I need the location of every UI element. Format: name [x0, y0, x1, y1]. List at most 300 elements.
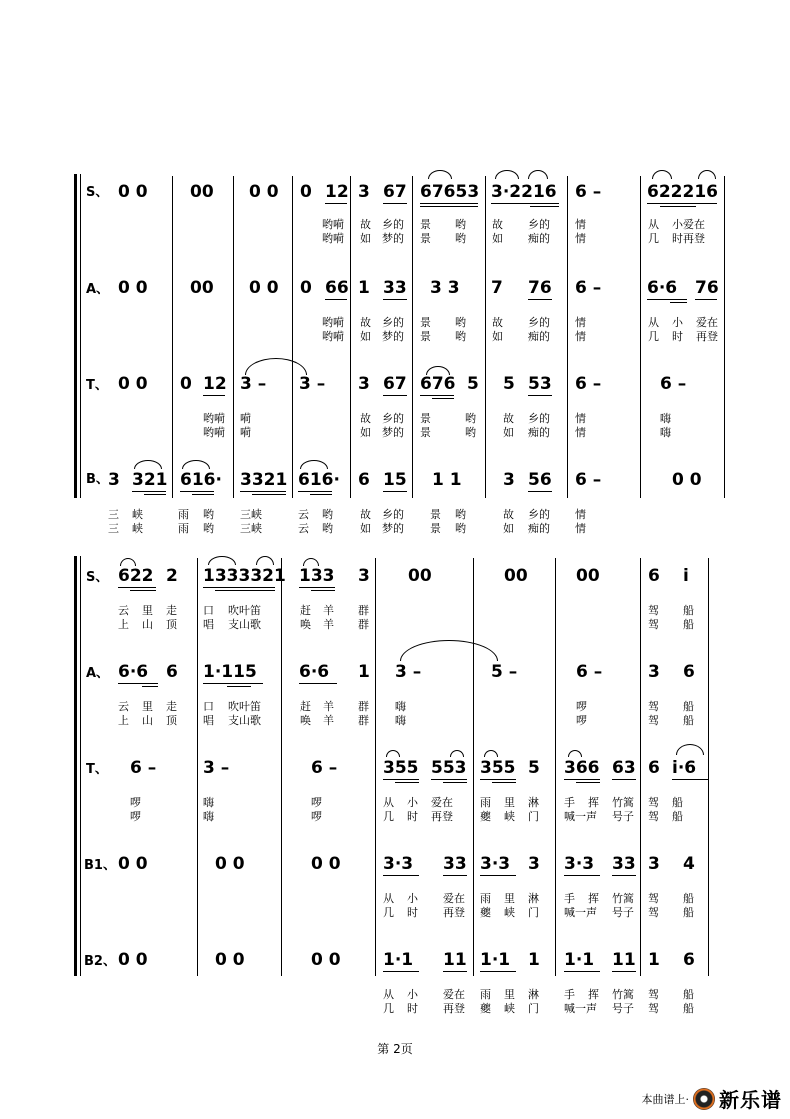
lyric: 三 [108, 508, 119, 521]
lyric: 如 [492, 330, 503, 343]
lyric: 号子 [612, 906, 634, 919]
lyric: 几 [648, 330, 659, 343]
slur [303, 558, 319, 566]
note: 0 0 [118, 374, 148, 394]
underline [670, 302, 687, 303]
lyric: 门 [528, 810, 539, 823]
note: 6 – [575, 374, 602, 394]
note: 6 – [130, 758, 157, 778]
underline [240, 491, 286, 492]
lyric: 乡的 [528, 316, 550, 329]
system-line [80, 174, 81, 498]
lyric: 群 [358, 604, 369, 617]
lyric: 小 [407, 796, 418, 809]
underline [118, 587, 156, 588]
underline [420, 203, 478, 204]
lyric: 群 [358, 714, 369, 727]
barline [350, 176, 351, 498]
lyric: 故 [492, 218, 503, 231]
lyric: 三 [108, 522, 119, 535]
lyric: 羊 [323, 604, 334, 617]
slur [528, 170, 548, 179]
lyric: 驾 [648, 1002, 659, 1015]
lyric: 哟嗬 [203, 426, 225, 439]
note: 0 [300, 278, 312, 298]
note: 67 [383, 374, 407, 394]
note: 0 0 [249, 182, 279, 202]
note: 355 [383, 758, 419, 778]
underline [528, 491, 552, 492]
note: 1·1 [564, 950, 595, 970]
lyric: 云 [298, 508, 309, 521]
vinyl-record-icon [693, 1088, 715, 1110]
note: 5 [503, 374, 515, 394]
lyric: 峡 [132, 508, 143, 521]
lyric: 雨 [178, 522, 189, 535]
underline [672, 779, 708, 780]
tie [245, 358, 307, 375]
note: 3·3 [564, 854, 595, 874]
note: 6 – [660, 374, 687, 394]
lyric: 啰 [576, 700, 587, 713]
lyric: 乡的 [528, 218, 550, 231]
note: 6 – [575, 182, 602, 202]
lyric: 驾 [648, 988, 659, 1001]
underline [612, 971, 636, 972]
lyric: 爱在 [696, 316, 718, 329]
lyric: 哟 [455, 218, 466, 231]
lyric: 竹篙 [612, 892, 634, 905]
lyric: 驾 [648, 700, 659, 713]
lyric: 哟嗬 [322, 232, 344, 245]
lyric: 里 [142, 604, 153, 617]
barline [485, 176, 486, 498]
part-label-tenor: T、 [86, 762, 108, 777]
slur [208, 556, 236, 565]
slur [386, 750, 400, 757]
lyric: 景 [420, 426, 431, 439]
lyric: 唱 [203, 714, 214, 727]
barline [233, 176, 234, 498]
lyric: 嗬 [240, 426, 251, 439]
lyric: 云 [118, 700, 129, 713]
lyric: 赶 [300, 700, 311, 713]
lyric: 船 [683, 1002, 694, 1015]
note: 00 [190, 278, 214, 298]
lyric: 驾 [648, 810, 659, 823]
lyric: 故 [503, 508, 514, 521]
note: 0 0 [311, 854, 341, 874]
lyric: 哟嗬 [203, 412, 225, 425]
note: 3 [108, 470, 120, 490]
underline [528, 299, 552, 300]
underline [142, 686, 158, 687]
note: 00 [408, 566, 432, 586]
lyric: 雨 [178, 508, 189, 521]
underline [443, 875, 467, 876]
lyric: 再登 [443, 906, 465, 919]
barline [281, 558, 282, 976]
lyric: 哟嗬 [322, 316, 344, 329]
lyric: 哟 [455, 316, 466, 329]
underline [576, 782, 600, 783]
lyric: 挥 [588, 796, 599, 809]
note: 63 [612, 758, 636, 778]
note: 12 [203, 374, 227, 394]
tie [400, 640, 498, 661]
lyric: 爱在 [431, 796, 453, 809]
underline [383, 395, 407, 396]
lyric: 情 [575, 522, 586, 535]
underline [118, 683, 158, 684]
lyric: 竹篙 [612, 988, 634, 1001]
underline [647, 299, 687, 300]
lyric: 故 [360, 218, 371, 231]
lyric: 乡的 [528, 508, 550, 521]
lyric: 群 [358, 700, 369, 713]
note: 0 0 [215, 950, 245, 970]
logo-name: 新乐谱 [719, 1088, 782, 1112]
note: 1 [648, 950, 660, 970]
lyric: 门 [528, 906, 539, 919]
note: 5 – [491, 662, 518, 682]
lyric: 唱 [203, 618, 214, 631]
underline [311, 590, 335, 591]
underline [383, 779, 419, 780]
underline [192, 494, 214, 495]
site-logo [642, 1084, 783, 1113]
slur [450, 750, 464, 757]
underline [144, 494, 166, 495]
note: 11 [612, 950, 636, 970]
underline [383, 971, 419, 972]
underline [491, 203, 559, 204]
lyric: 哟 [455, 330, 466, 343]
underline [647, 203, 717, 204]
lyric: 羊 [323, 714, 334, 727]
note: 6 [683, 950, 695, 970]
lyric: 走 [166, 604, 177, 617]
lyric: 顶 [166, 618, 177, 631]
lyric: 时再登 [672, 232, 705, 245]
underline [443, 782, 467, 783]
lyric: 嗨 [660, 426, 671, 439]
underline [203, 395, 225, 396]
lyric: 景 [430, 508, 441, 521]
lyric: 啰 [130, 796, 141, 809]
lyric: 顶 [166, 714, 177, 727]
underline [203, 683, 263, 684]
note: 676 [420, 374, 456, 394]
lyric: 船 [683, 714, 694, 727]
lyric: 小爱在 [672, 218, 705, 231]
lyric: 船 [672, 810, 683, 823]
lyric: 峡 [504, 1002, 515, 1015]
note: 6·6 [647, 278, 678, 298]
lyric: 如 [360, 522, 371, 535]
lyric: 故 [503, 412, 514, 425]
note: 3 [358, 182, 370, 202]
note: 3 [648, 854, 660, 874]
lyric: 手 [564, 988, 575, 1001]
lyric: 驾 [648, 796, 659, 809]
underline [612, 779, 636, 780]
note: 3 – [299, 374, 326, 394]
barline [375, 558, 376, 976]
underline [299, 587, 335, 588]
note: 3 [528, 854, 540, 874]
lyric: 里 [504, 892, 515, 905]
underline [203, 587, 275, 588]
note: 1·1 [383, 950, 414, 970]
slur [428, 170, 452, 179]
note: 53 [528, 374, 552, 394]
lyric: 里 [504, 988, 515, 1001]
note: 12 [325, 182, 349, 202]
note: 67653 [420, 182, 480, 202]
lyric: 再登 [443, 1002, 465, 1015]
lyric: 啰 [311, 796, 322, 809]
note: 3 – [395, 662, 422, 682]
lyric: 乡的 [382, 218, 404, 231]
lyric: 故 [492, 316, 503, 329]
note: 0 0 [215, 854, 245, 874]
lyric: 景 [430, 522, 441, 535]
note: 6 [683, 662, 695, 682]
note: 6 – [576, 662, 603, 682]
lyric: 哟 [455, 232, 466, 245]
note: 6 – [575, 470, 602, 490]
lyric: 时 [407, 1002, 418, 1015]
lyric: 羊 [323, 700, 334, 713]
underline [180, 491, 214, 492]
lyric: 哟 [465, 412, 476, 425]
note: 56 [528, 470, 552, 490]
system-brace [74, 556, 77, 976]
underline [480, 779, 516, 780]
lyric: 小 [407, 892, 418, 905]
lyric: 乡的 [382, 316, 404, 329]
note: 355 [480, 758, 516, 778]
lyric: 哟 [322, 522, 333, 535]
barline [172, 176, 173, 498]
slur [698, 170, 716, 179]
lyric: 情 [575, 218, 586, 231]
lyric: 淋 [528, 796, 539, 809]
lyric: 哟嗬 [322, 218, 344, 231]
lyric: 故 [360, 508, 371, 521]
lyric: 痴的 [528, 426, 550, 439]
note: 1 [358, 278, 370, 298]
lyric: 如 [503, 522, 514, 535]
lyric: 乡的 [382, 508, 404, 521]
lyric: 梦的 [382, 426, 404, 439]
lyric: 淋 [528, 892, 539, 905]
lyric: 哟 [465, 426, 476, 439]
lyric: 如 [492, 232, 503, 245]
lyric: 船 [672, 796, 683, 809]
note: 6 [358, 470, 370, 490]
note: 0 0 [311, 950, 341, 970]
note: 0 0 [118, 950, 148, 970]
underline [383, 299, 407, 300]
part-label-soprano: S、 [86, 185, 109, 200]
note: 1 [528, 950, 540, 970]
lyric: 情 [575, 316, 586, 329]
lyric: 三峡 [240, 508, 262, 521]
lyric: 嗨 [395, 700, 406, 713]
barline [640, 176, 641, 498]
lyric: 峡 [504, 906, 515, 919]
lyric: 门 [528, 1002, 539, 1015]
note: 33 [443, 854, 467, 874]
underline [130, 590, 156, 591]
note: 5 [528, 758, 540, 778]
note: 321 [132, 470, 168, 490]
note: 1 1 [432, 470, 462, 490]
lyric: 小 [407, 988, 418, 1001]
lyric: 嗨 [660, 412, 671, 425]
lyric: 情 [575, 232, 586, 245]
slur [676, 744, 704, 755]
lyric: 哟嗬 [322, 330, 344, 343]
underline [431, 779, 467, 780]
note: 622216 [647, 182, 718, 202]
lyric: 挥 [588, 892, 599, 905]
lyric: 梦的 [382, 330, 404, 343]
note: i [683, 566, 689, 586]
lyric: 爱在 [443, 988, 465, 1001]
underline [564, 875, 600, 876]
lyric: 情 [575, 426, 586, 439]
note: 3 [358, 374, 370, 394]
lyric: 赶 [300, 604, 311, 617]
underline [252, 494, 286, 495]
lyric: 如 [360, 426, 371, 439]
note: 3 – [240, 374, 267, 394]
underline [132, 491, 166, 492]
system-line [80, 556, 81, 976]
lyric: 小 [672, 316, 683, 329]
underline [443, 971, 467, 972]
underline [215, 590, 275, 591]
underline [432, 398, 454, 399]
lyric: 夔 [480, 810, 491, 823]
lyric: 里 [142, 700, 153, 713]
note: 5 [467, 374, 479, 394]
lyric: 羊 [323, 618, 334, 631]
part-label-bass: B、 [86, 472, 109, 487]
barline [724, 176, 725, 498]
underline [310, 494, 332, 495]
note: 1333321 [203, 566, 286, 586]
note: 133 [299, 566, 335, 586]
lyric: 淋 [528, 988, 539, 1001]
note: 6 – [311, 758, 338, 778]
note: 00 [504, 566, 528, 586]
underline [564, 779, 600, 780]
underline [530, 206, 559, 207]
lyric: 手 [564, 796, 575, 809]
lyric: 夔 [480, 906, 491, 919]
part-label-bass-1: B1、 [84, 858, 116, 873]
underline [492, 782, 516, 783]
lyric: 山 [142, 714, 153, 727]
part-label-soprano: S、 [86, 570, 109, 585]
lyric: 船 [683, 988, 694, 1001]
note: 00 [576, 566, 600, 586]
underline [612, 875, 636, 876]
part-label-alto: A、 [86, 282, 110, 297]
lyric: 云 [298, 522, 309, 535]
lyric: 支山歌 [228, 618, 261, 631]
barline [555, 558, 556, 976]
lyric: 手 [564, 892, 575, 905]
lyric: 时 [672, 330, 683, 343]
note: 2 [166, 566, 178, 586]
note: 3·3 [480, 854, 511, 874]
lyric: 从 [383, 892, 394, 905]
lyric: 故 [360, 316, 371, 329]
note: 1·1 [480, 950, 511, 970]
note: 3·2216 [491, 182, 557, 202]
lyric: 船 [683, 700, 694, 713]
lyric: 如 [360, 232, 371, 245]
lyric: 上 [118, 618, 129, 631]
barline [567, 176, 568, 498]
lyric: 景 [420, 316, 431, 329]
lyric: 再登 [431, 810, 453, 823]
slur [484, 750, 498, 757]
note: 3 [648, 662, 660, 682]
note: 1·115 [203, 662, 257, 682]
lyric: 吹叶笛 [228, 700, 261, 713]
note: 366 [564, 758, 600, 778]
page-number: 第 2页 [377, 1042, 413, 1056]
part-label-alto: A、 [86, 666, 110, 681]
note: 0 0 [118, 182, 148, 202]
lyric: 吹叶笛 [228, 604, 261, 617]
lyric: 再登 [696, 330, 718, 343]
note: 6 [648, 758, 660, 778]
underline [395, 782, 419, 783]
note: 0 [300, 182, 312, 202]
lyric: 景 [420, 412, 431, 425]
lyric: 景 [420, 232, 431, 245]
part-label-tenor: T、 [86, 378, 108, 393]
lyric: 号子 [612, 1002, 634, 1015]
lyric: 夔 [480, 1002, 491, 1015]
lyric: 从 [383, 796, 394, 809]
underline [298, 491, 332, 492]
note: 0 0 [118, 854, 148, 874]
lyric: 故 [360, 412, 371, 425]
lyric: 嗨 [203, 796, 214, 809]
lyric: 几 [383, 906, 394, 919]
note: i·6 [672, 758, 697, 778]
note: 616· [180, 470, 222, 490]
lyric: 唤 [300, 714, 311, 727]
note: 00 [190, 182, 214, 202]
lyric: 情 [575, 508, 586, 521]
slur [568, 750, 582, 757]
note: 6 – [575, 278, 602, 298]
lyric: 喊一声 [564, 1002, 597, 1015]
lyric: 三峡 [240, 522, 262, 535]
lyric: 船 [683, 604, 694, 617]
lyric: 时 [407, 906, 418, 919]
lyric: 啰 [576, 714, 587, 727]
